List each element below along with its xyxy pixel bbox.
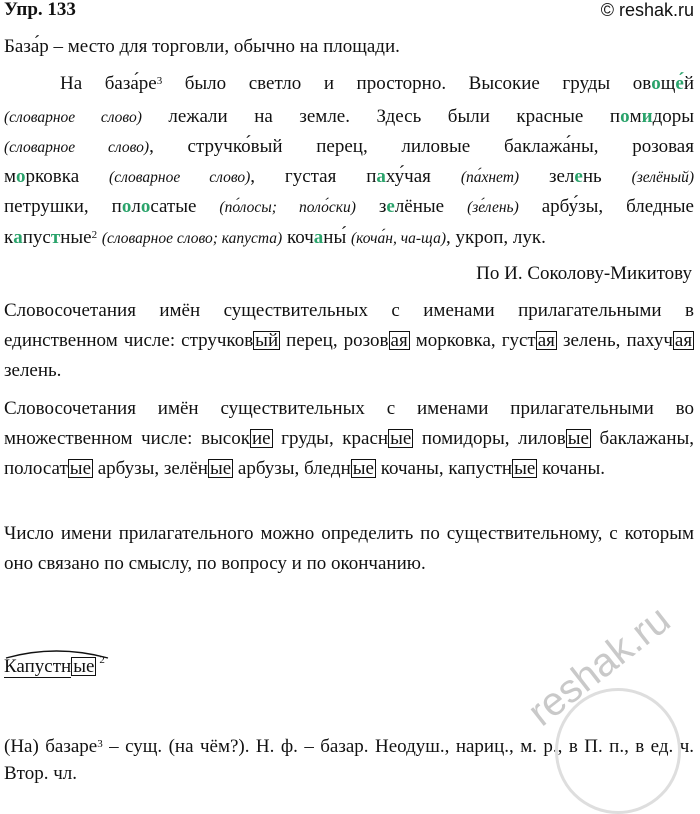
ending-box: ые xyxy=(73,656,95,677)
passage-line: (словарное слово) лежали на земле. Здесь были красные помидоры xyxy=(4,106,694,127)
singular-paragraph: Словосочетания имён существительных с именами прилагательными в единственном числе: стручков ый перец, розов ая морковка, густ ая зелень, пахуч ая зелень. xyxy=(4,300,694,381)
ending-box: ая xyxy=(537,330,555,351)
morpheme-parse xyxy=(4,644,204,684)
source-attribution: По И. Соколову-Микитову xyxy=(476,263,692,284)
passage-line: петрушки, полосатые (по́лосы; поло́ски) зелёные (зе́лень) арбу́зы, бледные xyxy=(4,196,694,217)
exercise-number: Упр. 133 xyxy=(4,0,76,20)
ending-box: ые xyxy=(69,458,91,479)
page-header xyxy=(4,0,694,26)
word-stem: Капустн xyxy=(4,656,72,677)
plural-paragraph: Словосочетания имён существительных с именами прилагательными во множественном числе: высок ие груды, красн ые помидоры, лилов ые баклажаны, полосат ые арбузы, зелён ые арбузы, бледн ые кочаны, капустн ые кочаны. xyxy=(4,398,695,479)
watermark: reshak.ru xyxy=(520,597,679,735)
ending-box: ые xyxy=(352,458,374,479)
passage-line: капустные$^2$ (словарное слово; капуста) кочаны́ (коча́н, ча-ща), укроп, лук. xyxy=(4,227,546,248)
passage-line: морковка (словарное слово), густая паху́чая (па́хнет) зелень (зелёный) xyxy=(4,166,695,187)
footnote-mark: 2 xyxy=(99,654,105,666)
ending-box: ие xyxy=(251,428,271,449)
morphological-analysis: (На) базаре$^3$ – сущ. (на чём?). Н. ф. – базар. Неодуш., нариц., м. р., в П. п., в ед. ч. Втор. чл. xyxy=(4,736,695,784)
ending-box: ые xyxy=(514,458,536,479)
ending-box: ая xyxy=(390,330,408,351)
definition: База́р – место для торговли, обычно на площади. xyxy=(4,36,400,57)
rule-paragraph: Число имени прилагательного можно определить по существительному, с которым оно связано по смыслу, по вопросу и по окончанию. xyxy=(4,523,694,574)
ending-box: ые xyxy=(390,428,412,449)
ending-box: ый xyxy=(255,330,279,351)
ending-box: ая xyxy=(674,330,693,351)
ending-box: ые xyxy=(567,428,589,449)
passage-line: (словарное слово), стручко́вый перец, лиловые баклажа́ны, розовая xyxy=(4,136,694,157)
copyright: © reshak.ru xyxy=(600,0,694,20)
passage-line: На $база́ре^3$ было светло и просторно. Высокие груды овоще́й xyxy=(60,73,694,94)
ending-box: ые xyxy=(209,458,232,479)
